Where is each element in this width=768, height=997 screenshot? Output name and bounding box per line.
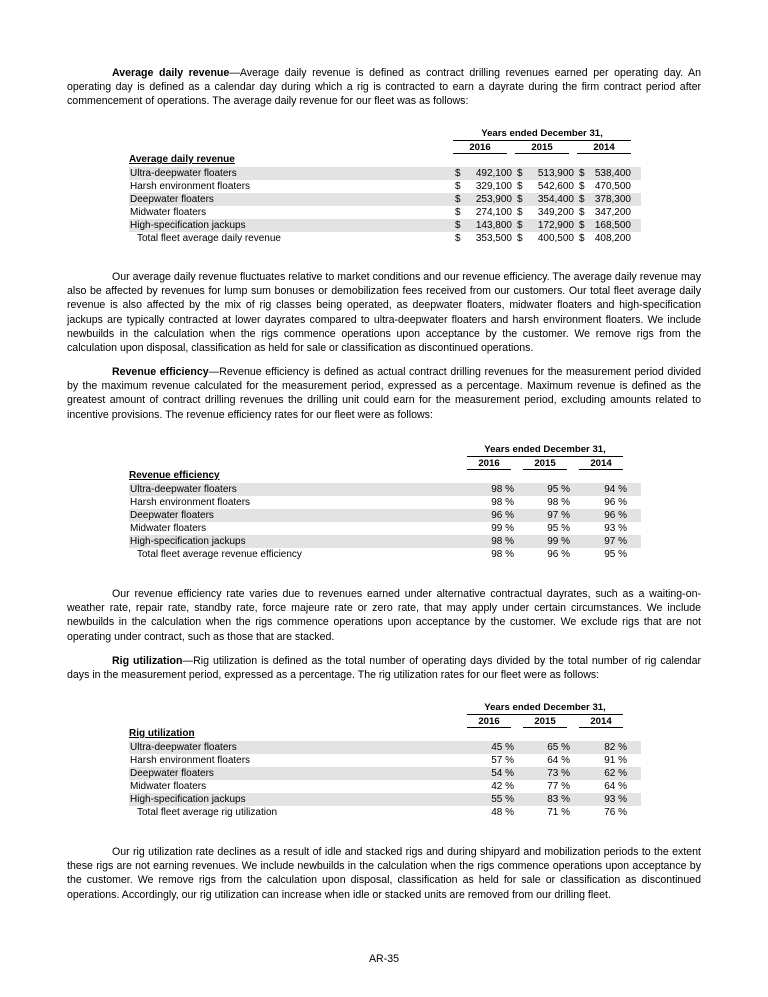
cell-2016: 98 % [491,484,514,495]
cell-2014: 97 % [604,536,627,547]
table-row [129,548,641,561]
currency-symbol: $ [455,220,461,231]
cell-2015: 96 % [547,549,570,560]
row-label: Deepwater floaters [130,510,214,521]
cell-2015: 73 % [547,768,570,779]
cell-2014: 95 % [604,549,627,560]
cell-2014: 91 % [604,755,627,766]
cell-2014: 64 % [604,781,627,792]
table-row [129,806,641,819]
cell-2014: 93 % [604,523,627,534]
cell-2014: 408,200 [594,233,631,244]
total-row-label: Total fleet average revenue efficiency [137,549,302,560]
cell-2016: 98 % [491,497,514,508]
table-row [129,496,641,509]
col-2016: 2016 [467,458,511,470]
currency-symbol: $ [579,233,585,244]
table-row [129,522,641,535]
table-row [129,206,641,219]
cell-2014: 93 % [604,794,627,805]
table-row [129,483,641,496]
row-label: Midwater floaters [130,523,207,534]
cell-2016: 98 % [491,536,514,547]
cell-2014: 96 % [604,510,627,521]
currency-symbol: $ [517,181,523,192]
table-row [129,535,641,548]
cell-2015: 83 % [547,794,570,805]
currency-symbol: $ [455,194,461,205]
cell-2015: 95 % [547,484,570,495]
term-rig-utilization: Rig utilization [112,655,183,667]
table-title: Average daily revenue [129,154,235,165]
table-row [129,767,641,780]
col-2015: 2015 [523,716,567,728]
cell-2014: 76 % [604,807,627,818]
cell-2015: 71 % [547,807,570,818]
term-average-daily-revenue: Average daily revenue [112,67,230,79]
paragraph-rig-utilization-decline: Our rig utilization rate declines as a result of idle and stacked rigs and during shipyard and mobilization periods to the extent these rigs are not earning revenues. We include newbuilds in the calculation when the rigs commence operations upon acceptance by the customer. We remove rigs from the calculation upon disposal, classification as held for sale or classification as discontinued operations. Accordingly, our rig utilization can increase when idle or stacked units are removed from our drilling fleet. [67,846,701,901]
col-2016: 2016 [453,142,507,154]
row-label: High-specification jackups [130,536,246,547]
table-row [129,780,641,793]
cell-2016: 253,900 [475,194,512,205]
cell-2016: 274,100 [475,207,512,218]
row-label: Ultra-deepwater floaters [130,742,237,753]
cell-2016: 492,100 [475,168,512,179]
paragraph-adr-fluctuation: Our average daily revenue fluctuates relative to market conditions and our revenue efficiency. The average daily revenue may also be affected by revenues for lump sum bonuses or demobilization fees received from our customers. Our total fleet average daily revenue is also affected by the mix of rig classes being operated, as deepwater floaters, midwater floaters and high-specification jackups are typically contracted at lower dayrates compared to ultra-deepwater floaters and harsh environment floaters. We include newbuilds in the calculation when the rigs commence operations upon acceptance by the customer. We remove rigs from the calculation upon disposal, classification as held for sale or classification as discontinued operations. [67,271,701,355]
cell-2015: 513,900 [537,168,574,179]
paragraph-average-daily-revenue: Average daily revenue—Average daily revenue is defined as contract drilling revenues earned per operating day. An operating day is defined as a calendar day during which a rig is contracted to earn a dayrate during the firm contract period after commencement of operations. The average daily revenue for our fleet was as follows: [67,67,701,108]
col-2015: 2015 [523,458,567,470]
currency-symbol: $ [579,194,585,205]
currency-symbol: $ [579,220,585,231]
row-label: Ultra-deepwater floaters [130,484,237,495]
table-row [129,754,641,767]
row-label: Deepwater floaters [130,768,214,779]
cell-2015: 354,400 [537,194,574,205]
cell-2016: 143,800 [475,220,512,231]
cell-2016: 57 % [491,755,514,766]
currency-symbol: $ [517,168,523,179]
row-label: Harsh environment floaters [130,497,251,508]
currency-symbol: $ [517,233,523,244]
currency-symbol: $ [579,168,585,179]
cell-2015: 77 % [547,781,570,792]
currency-symbol: $ [455,207,461,218]
cell-2015: 542,600 [537,181,574,192]
cell-2016: 55 % [491,794,514,805]
term-revenue-efficiency: Revenue efficiency [112,366,209,378]
col-2016: 2016 [467,716,511,728]
table-row [129,741,641,754]
years-header: Years ended December 31, [453,128,631,141]
cell-2015: 95 % [547,523,570,534]
row-label: Harsh environment floaters [130,755,251,766]
row-label: High-specification jackups [130,794,246,805]
currency-symbol: $ [455,181,461,192]
cell-2016: 98 % [491,549,514,560]
cell-2014: 347,200 [594,207,631,218]
cell-2015: 172,900 [537,220,574,231]
cell-2015: 400,500 [537,233,574,244]
cell-2016: 45 % [491,742,514,753]
cell-2015: 65 % [547,742,570,753]
cell-2016: 99 % [491,523,514,534]
paragraph-revenue-efficiency-variation: Our revenue efficiency rate varies due to revenues earned under alternative contractual dayrates, such as a waiting-on-weather rate, repair rate, standby rate, force majeure rate or zero rate, that may apply under certain circumstances. We include newbuilds in the calculation when the rigs commence operations upon acceptance by the customer. We exclude rigs that are not operating under contract, such as those that are stacked. [67,588,701,643]
cell-2016: 54 % [491,768,514,779]
row-label: Midwater floaters [130,781,207,792]
currency-symbol: $ [517,194,523,205]
currency-symbol: $ [579,181,585,192]
cell-2014: 62 % [604,768,627,779]
table-title: Rig utilization [129,728,195,739]
row-label: Ultra-deepwater floaters [130,168,237,179]
cell-2016: 48 % [491,807,514,818]
paragraph-rig-utilization: Rig utilization—Rig utilization is defined as the total number of operating days divided by the total number of rig calendar days in the measurement period, expressed as a percentage. The rig utilization rates for our fleet were as follows: [67,655,701,682]
currency-symbol: $ [455,233,461,244]
row-label: High-specification jackups [130,220,246,231]
table-row [129,180,641,193]
cell-2016: 329,100 [475,181,512,192]
currency-symbol: $ [517,220,523,231]
cell-2014: 538,400 [594,168,631,179]
col-2015: 2015 [515,142,569,154]
cell-2015: 99 % [547,536,570,547]
cell-2016: 353,500 [475,233,512,244]
cell-2015: 97 % [547,510,570,521]
table-title: Revenue efficiency [129,470,220,481]
cell-2015: 64 % [547,755,570,766]
currency-symbol: $ [455,168,461,179]
cell-2014: 470,500 [594,181,631,192]
row-label: Midwater floaters [130,207,207,218]
table-row [129,167,641,180]
table-row [129,193,641,206]
cell-2014: 168,500 [594,220,631,231]
row-label: Harsh environment floaters [130,181,251,192]
table-row [129,509,641,522]
col-2014: 2014 [577,142,631,154]
col-2014: 2014 [579,716,623,728]
cell-2016: 42 % [491,781,514,792]
cell-2014: 82 % [604,742,627,753]
col-2014: 2014 [579,458,623,470]
table-row [129,232,641,245]
years-header: Years ended December 31, [467,444,623,457]
cell-2016: 96 % [491,510,514,521]
paragraph-revenue-efficiency: Revenue efficiency—Revenue efficiency is defined as actual contract drilling revenues for the measurement period divided by the maximum revenue calculated for the measurement period, expressed as a percentage. Maximum revenue is defined as the greatest amount of contract drilling revenues the drilling unit could earn for the measurement period, excluding amounts related to incentive provisions. The revenue efficiency rates for our fleet were as follows: [67,366,701,421]
row-label: Deepwater floaters [130,194,214,205]
cell-2015: 98 % [547,497,570,508]
table-row [129,793,641,806]
currency-symbol: $ [517,207,523,218]
total-row-label: Total fleet average daily revenue [137,233,281,244]
cell-2014: 96 % [604,497,627,508]
total-row-label: Total fleet average rig utilization [137,807,278,818]
table-row [129,219,641,232]
years-header: Years ended December 31, [467,702,623,715]
cell-2015: 349,200 [537,207,574,218]
currency-symbol: $ [579,207,585,218]
cell-2014: 94 % [604,484,627,495]
page-number: AR-35 [368,953,400,965]
cell-2014: 378,300 [594,194,631,205]
